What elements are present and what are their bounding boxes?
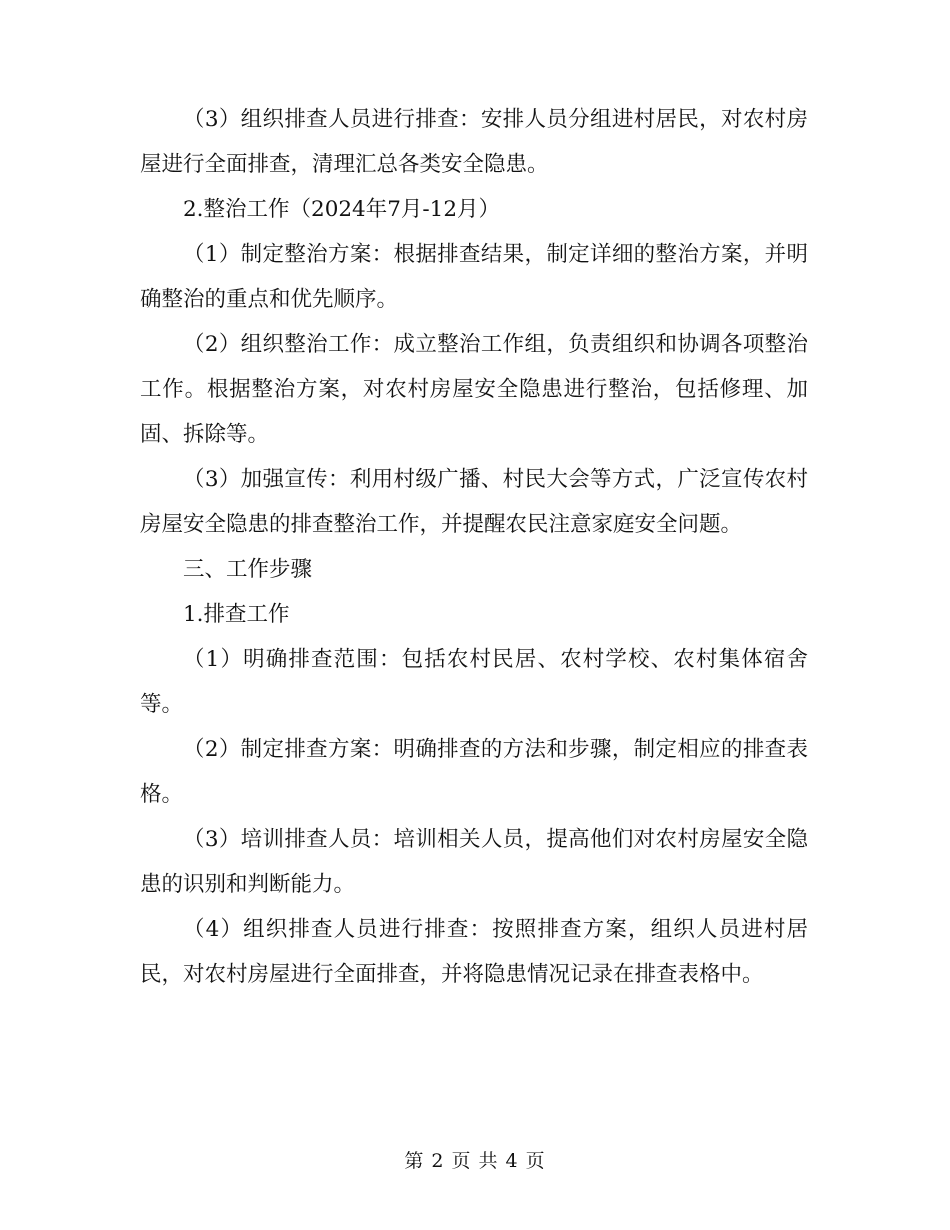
paragraph-rectification-organize: （2）组织整治工作：成立整治工作组，负责组织和协调各项整治工作。根据整治方案，对农村房屋安全隐患进行整治，包括修理、加固、拆除等。 <box>140 332 808 447</box>
paragraph-inspector-training: （3）培训排查人员：培训相关人员，提高他们对农村房屋安全隐患的识别和判断能力。 <box>140 827 808 897</box>
paragraph-inspection-organize: （3）组织排查人员进行排查：安排人员分组进村居民，对农村房屋进行全面排查，清理汇总各类安全隐患。 <box>140 107 808 177</box>
heading-inspection-work: 1.排查工作 <box>183 602 290 627</box>
paragraph-publicity: （3）加强宣传：利用村级广播、村民大会等方式，广泛宣传农村房屋安全隐患的排查整治工作，并提醒农民注意家庭安全问题。 <box>140 467 808 537</box>
paragraph-rectification-plan: （1）制定整治方案：根据排查结果，制定详细的整治方案，并明确整治的重点和优先顺序。 <box>140 242 808 312</box>
document-body <box>140 97 808 997</box>
page-footer: 第 2 页 共 4 页 <box>404 1150 546 1172</box>
paragraph-inspection-plan: （2）制定排查方案：明确排查的方法和步骤，制定相应的排查表格。 <box>140 737 808 807</box>
paragraph-inspection-execution: （4）组织排查人员进行排查：按照排查方案，组织人员进村居民，对农村房屋进行全面排查，并将隐患情况记录在排查表格中。 <box>140 917 808 987</box>
heading-rectification-work: 2.整治工作（2024年7月-12月） <box>183 197 501 222</box>
heading-work-steps: 三、工作步骤 <box>183 557 313 582</box>
paragraph-inspection-scope: （1）明确排查范围：包括农村民居、农村学校、农村集体宿舍等。 <box>140 647 808 717</box>
